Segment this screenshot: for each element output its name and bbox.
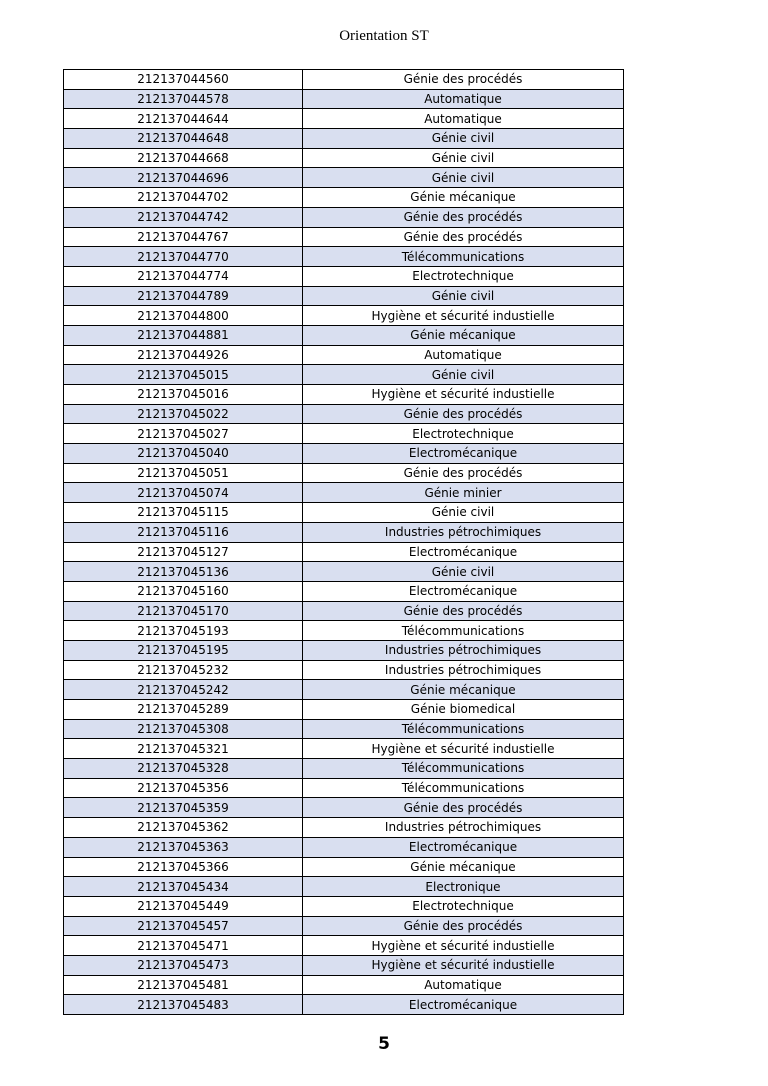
student-id-cell: 212137045074: [64, 483, 303, 503]
student-id-cell: 212137045015: [64, 365, 303, 385]
table-row: [64, 247, 624, 267]
orientation-cell: Automatique: [303, 89, 624, 109]
student-id-cell: 212137045160: [64, 581, 303, 601]
table-row: [64, 581, 624, 601]
orientation-cell: Hygiène et sécurité industielle: [303, 936, 624, 956]
student-id-cell: 212137044742: [64, 207, 303, 227]
student-id-cell: 212137045170: [64, 601, 303, 621]
orientation-cell: Génie civil: [303, 129, 624, 149]
orientation-cell: Industries pétrochimiques: [303, 522, 624, 542]
table-row: [64, 463, 624, 483]
table-row: [64, 955, 624, 975]
student-id-cell: 212137044696: [64, 168, 303, 188]
orientation-cell: Télécommunications: [303, 719, 624, 739]
table-row: [64, 109, 624, 129]
table-row: [64, 857, 624, 877]
student-id-cell: 212137045356: [64, 778, 303, 798]
student-id-cell: 212137045051: [64, 463, 303, 483]
student-id-cell: 212137045016: [64, 385, 303, 405]
table-row: [64, 424, 624, 444]
table-row: [64, 148, 624, 168]
orientation-cell: Génie civil: [303, 562, 624, 582]
orientation-cell: Génie des procédés: [303, 916, 624, 936]
table-row: [64, 680, 624, 700]
orientation-cell: Industries pétrochimiques: [303, 640, 624, 660]
student-id-cell: 212137045483: [64, 995, 303, 1015]
table-row: [64, 916, 624, 936]
student-id-cell: 212137044702: [64, 188, 303, 208]
student-id-cell: 212137044648: [64, 129, 303, 149]
orientation-cell: Electromécanique: [303, 837, 624, 857]
orientation-cell: Génie mécanique: [303, 188, 624, 208]
table-row: [64, 168, 624, 188]
student-id-cell: 212137044800: [64, 306, 303, 326]
student-id-cell: 212137045363: [64, 837, 303, 857]
table-row: [64, 818, 624, 838]
orientation-cell: Hygiène et sécurité industielle: [303, 955, 624, 975]
orientation-cell: Télécommunications: [303, 759, 624, 779]
orientation-cell: Génie biomedical: [303, 700, 624, 720]
student-id-cell: 212137045195: [64, 640, 303, 660]
table-row: [64, 286, 624, 306]
orientation-cell: Hygiène et sécurité industielle: [303, 385, 624, 405]
table-row: [64, 621, 624, 641]
student-id-cell: 212137044644: [64, 109, 303, 129]
table-row: [64, 325, 624, 345]
orientation-cell: Génie des procédés: [303, 404, 624, 424]
table-row: [64, 700, 624, 720]
student-id-cell: 212137045449: [64, 896, 303, 916]
student-id-cell: 212137045328: [64, 759, 303, 779]
orientation-cell: Electromécanique: [303, 444, 624, 464]
orientation-cell: Electromécanique: [303, 581, 624, 601]
orientation-cell: Electrotechnique: [303, 266, 624, 286]
student-id-cell: 212137045308: [64, 719, 303, 739]
orientation-cell: Hygiène et sécurité industielle: [303, 739, 624, 759]
student-id-cell: 212137044774: [64, 266, 303, 286]
table-row: [64, 188, 624, 208]
orientation-cell: Automatique: [303, 109, 624, 129]
table-row: [64, 975, 624, 995]
student-id-cell: 212137044881: [64, 325, 303, 345]
table-row: [64, 837, 624, 857]
table-row: [64, 936, 624, 956]
table-row: [64, 522, 624, 542]
table-row: [64, 70, 624, 90]
table-row: [64, 483, 624, 503]
table-row: [64, 385, 624, 405]
table-row: [64, 640, 624, 660]
orientation-cell: Génie civil: [303, 286, 624, 306]
orientation-cell: Electromécanique: [303, 995, 624, 1015]
table-row: [64, 306, 624, 326]
table-row: [64, 365, 624, 385]
orientation-cell: Génie des procédés: [303, 798, 624, 818]
table-row: [64, 227, 624, 247]
orientation-cell: Génie civil: [303, 365, 624, 385]
student-id-cell: 212137045359: [64, 798, 303, 818]
student-id-cell: 212137045040: [64, 444, 303, 464]
table-row: [64, 542, 624, 562]
orientation-cell: Génie mécanique: [303, 680, 624, 700]
student-id-cell: 212137044560: [64, 70, 303, 90]
table-row: [64, 877, 624, 897]
orientation-cell: Génie mécanique: [303, 325, 624, 345]
student-id-cell: 212137045116: [64, 522, 303, 542]
orientation-cell: Industries pétrochimiques: [303, 660, 624, 680]
table-row: [64, 719, 624, 739]
orientation-cell: Télécommunications: [303, 621, 624, 641]
table-row: [64, 345, 624, 365]
table-row: [64, 601, 624, 621]
orientation-cell: Génie des procédés: [303, 463, 624, 483]
orientation-cell: Génie minier: [303, 483, 624, 503]
table-row: [64, 207, 624, 227]
student-id-cell: 212137044578: [64, 89, 303, 109]
page-title: Orientation ST: [339, 28, 429, 44]
page-number: 5: [378, 1034, 390, 1054]
student-id-cell: 212137045481: [64, 975, 303, 995]
orientation-cell: Génie mécanique: [303, 857, 624, 877]
orientation-cell: Electromécanique: [303, 542, 624, 562]
student-id-cell: 212137045321: [64, 739, 303, 759]
orientation-cell: Génie des procédés: [303, 227, 624, 247]
table-row: [64, 129, 624, 149]
student-id-cell: 212137045457: [64, 916, 303, 936]
table-body: [64, 70, 624, 1015]
orientation-cell: Télécommunications: [303, 247, 624, 267]
student-id-cell: 212137045136: [64, 562, 303, 582]
orientation-cell: Hygiène et sécurité industielle: [303, 306, 624, 326]
orientation-cell: Electrotechnique: [303, 424, 624, 444]
orientation-cell: Génie des procédés: [303, 601, 624, 621]
orientation-cell: Electrotechnique: [303, 896, 624, 916]
student-id-cell: 212137044668: [64, 148, 303, 168]
table-row: [64, 89, 624, 109]
student-id-cell: 212137045473: [64, 955, 303, 975]
student-id-cell: 212137044926: [64, 345, 303, 365]
student-id-cell: 212137045232: [64, 660, 303, 680]
table-row: [64, 503, 624, 523]
table-row: [64, 896, 624, 916]
orientation-cell: Génie civil: [303, 503, 624, 523]
orientation-cell: Génie des procédés: [303, 70, 624, 90]
orientation-cell: Télécommunications: [303, 778, 624, 798]
orientation-cell: Génie des procédés: [303, 207, 624, 227]
student-id-cell: 212137045022: [64, 404, 303, 424]
table-row: [64, 778, 624, 798]
orientation-cell: Automatique: [303, 975, 624, 995]
student-id-cell: 212137045115: [64, 503, 303, 523]
student-id-cell: 212137045027: [64, 424, 303, 444]
student-id-cell: 212137045127: [64, 542, 303, 562]
orientation-cell: Automatique: [303, 345, 624, 365]
student-id-cell: 212137045242: [64, 680, 303, 700]
orientation-cell: Industries pétrochimiques: [303, 818, 624, 838]
table-row: [64, 562, 624, 582]
student-id-cell: 212137045193: [64, 621, 303, 641]
table-row: [64, 266, 624, 286]
orientation-table: [63, 69, 624, 1015]
student-id-cell: 212137044789: [64, 286, 303, 306]
student-id-cell: 212137045471: [64, 936, 303, 956]
student-id-cell: 212137045434: [64, 877, 303, 897]
orientation-cell: Electronique: [303, 877, 624, 897]
table-row: [64, 798, 624, 818]
table-row: [64, 995, 624, 1015]
student-id-cell: 212137044767: [64, 227, 303, 247]
student-id-cell: 212137044770: [64, 247, 303, 267]
table-row: [64, 444, 624, 464]
orientation-cell: Génie civil: [303, 168, 624, 188]
student-id-cell: 212137045366: [64, 857, 303, 877]
orientation-cell: Génie civil: [303, 148, 624, 168]
student-id-cell: 212137045362: [64, 818, 303, 838]
student-id-cell: 212137045289: [64, 700, 303, 720]
table-row: [64, 739, 624, 759]
table-row: [64, 404, 624, 424]
table-row: [64, 660, 624, 680]
table-row: [64, 759, 624, 779]
